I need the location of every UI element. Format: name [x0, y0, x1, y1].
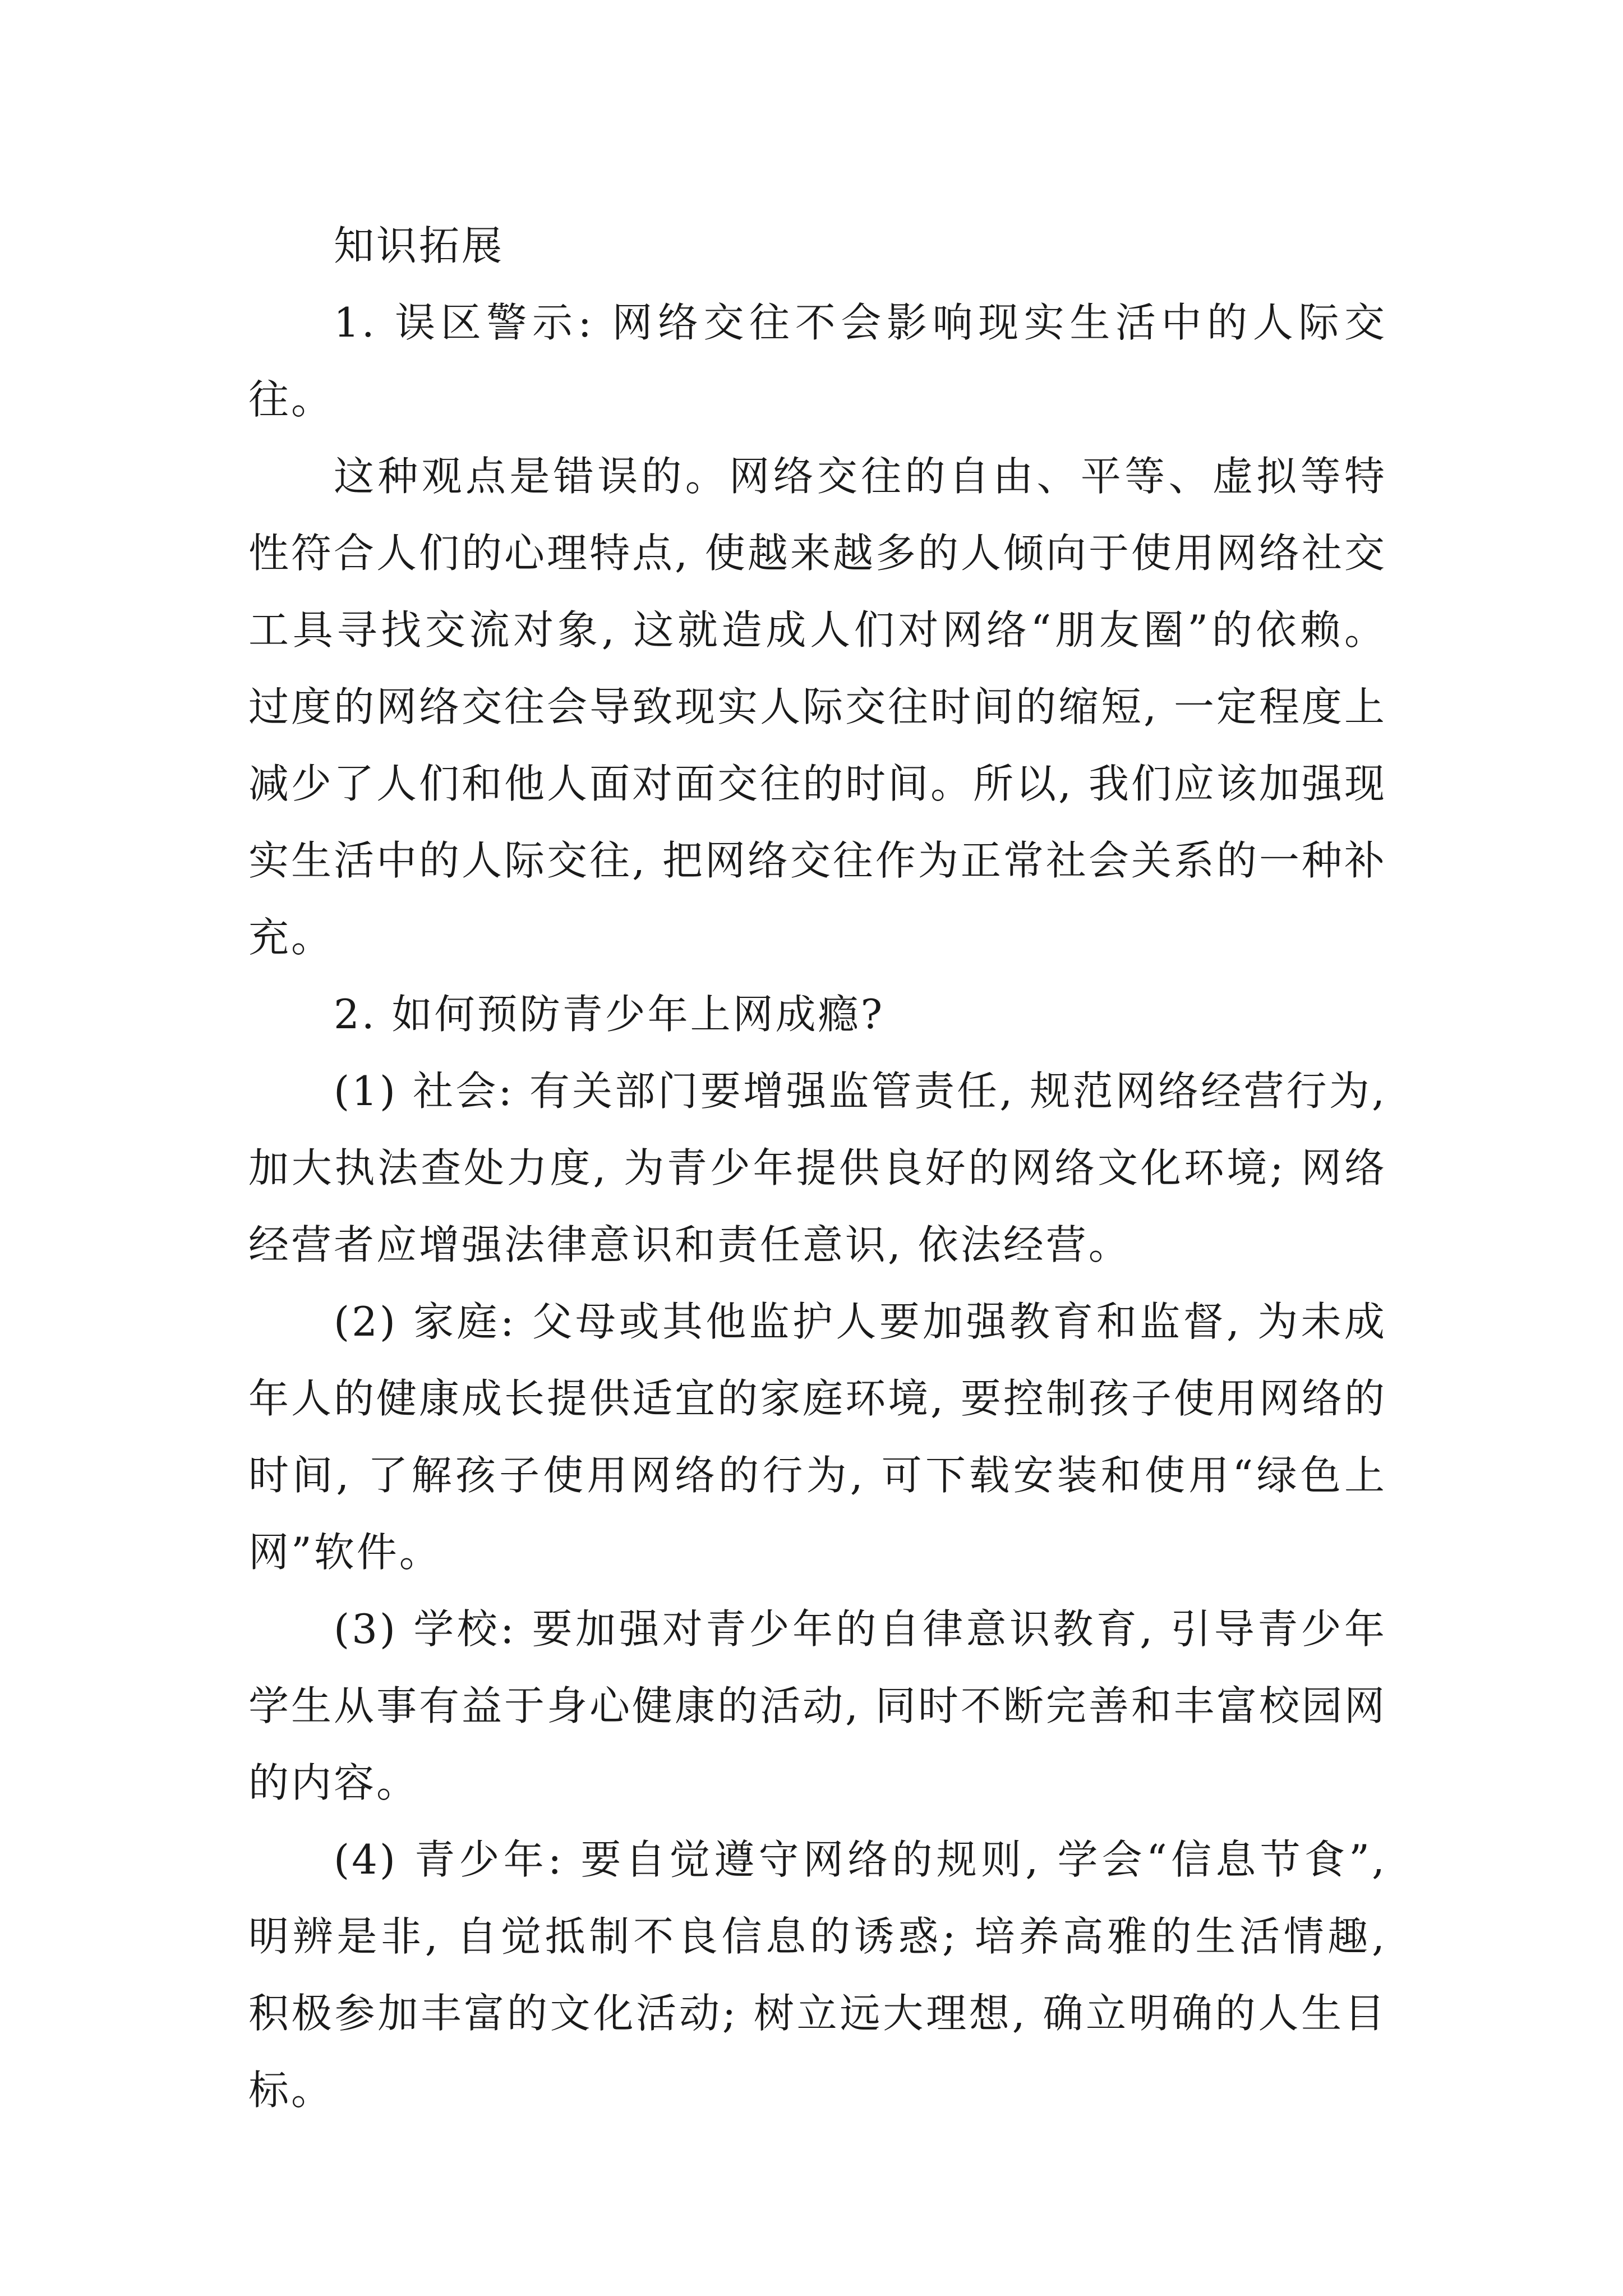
section-title: 知识拓展 [334, 222, 505, 269]
prevention-youth: (4) 青少年: 要自觉遵守网络的规则, 学会“信息节食”, 明辨是非, 自觉抵制不良信息的诱惑; 培养高雅的生活情趣, 积极参加丰富的文化活动; 树立远大理想, 确立明确的人生目标。 [248, 1836, 1387, 2114]
prevention-family: (2) 家庭: 父母或其他监护人要加强教育和监督, 为未成年人的健康成长提供适宜的家庭环境, 要控制孩子使用网络的时间, 了解孩子使用网络的行为, 可下载安装和使用“绿色上网”软件。 [248, 1298, 1387, 1576]
misconception-heading: 1. 误区警示: 网络交往不会影响现实生活中的人际交往。 [248, 299, 1387, 423]
prevention-society: (1) 社会: 有关部门要增强监管责任, 规范网络经营行为, 加大执法查处力度, 为青少年提供良好的网络文化环境; 网络经营者应增强法律意识和责任意识, 依法经营。 [248, 1068, 1387, 1268]
misconception-explanation: 这种观点是错误的。网络交往的自由、平等、虚拟等特性符合人们的心理特点, 使越来越多的人倾向于使用网络社交工具寻找交流对象, 这就造成人们对网络“朋友圈”的依赖。过度的网络交往会导致现实人际交往时间的缩短, 一定程度上减少了人们和他人面对面交往的时间。所以, 我们应该加强现实生活中的人际交往, 把网络交往作为正常社会关系的一种补充。 [248, 453, 1387, 961]
prevention-question: 2. 如何预防青少年上网成瘾? [334, 991, 885, 1038]
document-page [248, 208, 1387, 2129]
prevention-school: (3) 学校: 要加强对青少年的自律意识教育, 引导青少年学生从事有益于身心健康的活动, 同时不断完善和丰富校园网的内容。 [248, 1605, 1387, 1806]
